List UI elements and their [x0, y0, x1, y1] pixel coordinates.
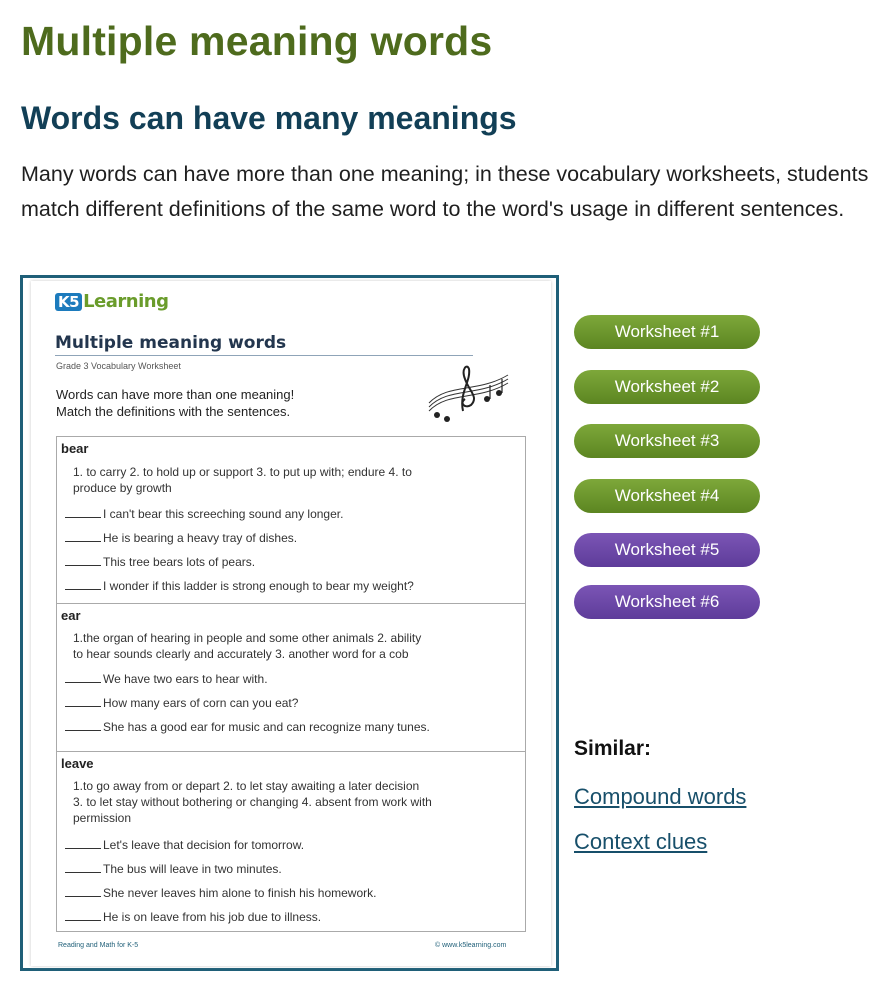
sentence: He is bearing a heavy tray of dishes.	[65, 531, 297, 545]
sentence: The bus will leave in two minutes.	[65, 862, 282, 876]
section-heading: Words can have many meanings	[21, 100, 517, 136]
sentence: She never leaves him alone to finish his homework.	[65, 886, 376, 900]
similar-heading: Similar:	[574, 737, 652, 760]
sentence: I can't bear this screeching sound any longer.	[65, 507, 343, 521]
worksheet-footer-right: © www.k5learning.com	[435, 942, 507, 949]
title-divider	[55, 355, 473, 356]
section-bear	[57, 437, 525, 604]
sentence: Let's leave that decision for tomorrow.	[65, 838, 304, 852]
page-title: Multiple meaning words	[21, 18, 493, 64]
sentence: We have two ears to hear with.	[65, 672, 268, 686]
sentence: She has a good ear for music and can recognize many tunes.	[65, 720, 430, 734]
definitions: 1. to carry 2. to hold up or support 3. to put up with; endure 4. to produce by growth	[73, 465, 412, 495]
worksheet-grade-label: Grade 3 Vocabulary Worksheet	[56, 361, 181, 371]
worksheet-paper	[31, 281, 551, 966]
music-notes-icon	[423, 363, 513, 427]
exercise-box	[56, 436, 526, 932]
definitions: 1.the organ of hearing in people and some other animals 2. ability to hear sounds clearly and accurately 3. another word for a cob	[73, 631, 422, 661]
sentence: This tree bears lots of pears.	[65, 555, 255, 569]
worksheet-instructions: Words can have more than one meaning! Match the definitions with the sentences.	[56, 387, 295, 419]
section-leave	[57, 752, 525, 931]
sentence: He is on leave from his job due to illness.	[65, 910, 321, 924]
k5-learning-logo: K5 Learning	[55, 291, 168, 312]
worksheet-3-button[interactable]: Worksheet #3	[574, 424, 760, 458]
worksheet-2-button[interactable]: Worksheet #2	[574, 370, 760, 404]
worksheet-1-button[interactable]: Worksheet #1	[574, 315, 760, 349]
word-label: leave	[61, 756, 94, 771]
worksheet-preview[interactable]	[20, 275, 559, 971]
compound-words-link[interactable]: Compound words	[574, 784, 747, 809]
intro-paragraph: Many words can have more than one meaning; in these vocabulary worksheets, students match different definitions of the same word to the word's usage in different sentences.	[21, 162, 869, 221]
section-ear	[57, 604, 525, 752]
worksheet-5-button[interactable]: Worksheet #5	[574, 533, 760, 567]
sentence: I wonder if this ladder is strong enough to bear my weight?	[65, 579, 414, 593]
word-label: bear	[61, 441, 89, 456]
worksheet-4-button[interactable]: Worksheet #4	[574, 479, 760, 513]
worksheet-title: Multiple meaning words	[55, 333, 287, 353]
worksheet-footer-left: Reading and Math for K-5	[58, 942, 139, 949]
sentence: How many ears of corn can you eat?	[65, 696, 298, 710]
word-label: ear	[61, 608, 81, 623]
context-clues-link[interactable]: Context clues	[574, 829, 708, 854]
definitions: 1.to go away from or depart 2. to let stay awaiting a later decision 3. to let stay without bothering or changing 4. absent from work with permission	[73, 779, 432, 825]
worksheet-6-button[interactable]: Worksheet #6	[574, 585, 760, 619]
